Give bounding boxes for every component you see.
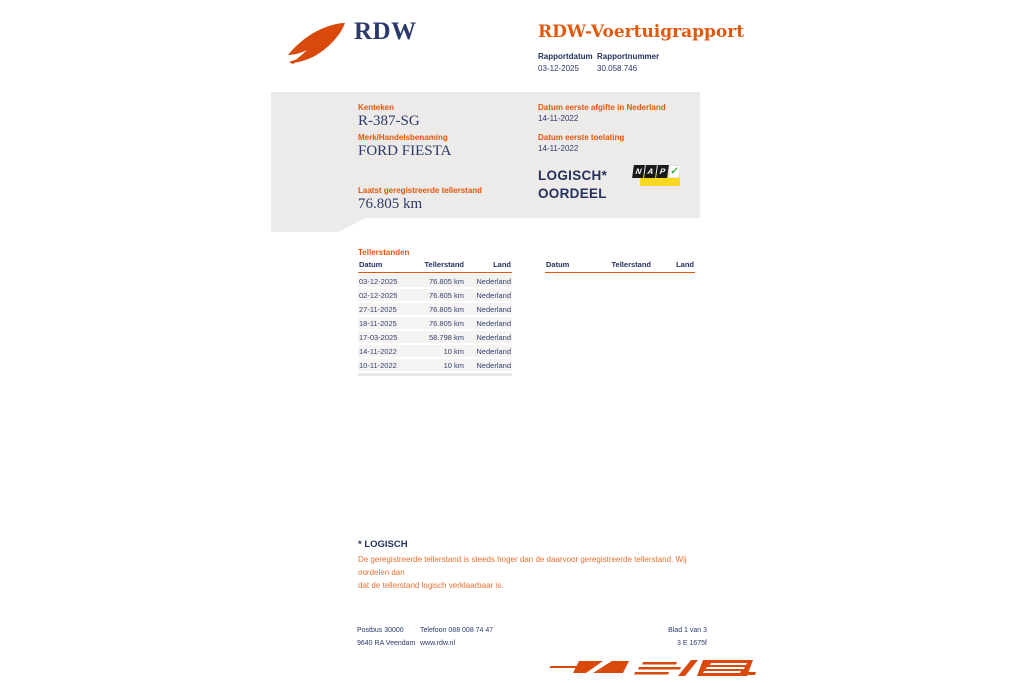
merk-label: Merk/Handelsbenaming xyxy=(358,133,448,142)
summary-panel-tab xyxy=(271,218,365,232)
footer-address xyxy=(357,624,415,650)
cell-datum: 17-03-2025 xyxy=(359,333,398,342)
table-row xyxy=(358,275,512,287)
note-title: * LOGISCH xyxy=(358,539,408,550)
report-number-value: 30.058.746 xyxy=(597,64,638,73)
rdw-wing-logo-icon xyxy=(286,22,348,64)
odometer-table2-header xyxy=(545,260,695,273)
page-title: RDW-Voertuigrapport xyxy=(538,22,745,42)
footer-address-line2: 9640 RA Veendam xyxy=(357,640,416,647)
cell-land: Nederland xyxy=(476,347,511,356)
cell-land: Nederland xyxy=(476,361,511,370)
footer-speed-stripes-graphic xyxy=(545,655,757,681)
rdw-logo-text: RDW xyxy=(354,18,417,45)
cell-tellerstand: 76.805 km xyxy=(428,291,464,300)
tellerstand-value: 76.805 km xyxy=(358,196,423,212)
footer-contact xyxy=(420,624,493,650)
table-row xyxy=(358,345,512,357)
note-body xyxy=(358,553,718,592)
afgifte-value: 14-11-2022 xyxy=(538,114,579,123)
table-row xyxy=(358,303,512,315)
cell-datum: 18-11-2025 xyxy=(359,319,397,328)
odometer-table-empty xyxy=(545,260,695,273)
footer-page-number: Blad 1 van 3 xyxy=(668,627,707,634)
merk-value: FORD FIESTA xyxy=(358,143,452,159)
cell-land: Nederland xyxy=(476,291,511,300)
oordeel-line2: OORDEEL xyxy=(538,186,607,201)
footer-form-code: 3 E 1675f xyxy=(677,640,707,647)
report-number-label: Rapportnummer xyxy=(597,52,660,61)
report-date-label: Rapportdatum xyxy=(538,52,593,61)
check-icon: ✓ xyxy=(669,166,680,177)
nap-letter-a: A xyxy=(644,165,657,178)
odometer-table-header xyxy=(358,260,512,273)
col-header-tellerstand: Tellerstand xyxy=(611,260,651,269)
table-row xyxy=(358,289,512,301)
table-row xyxy=(358,317,512,329)
col-header-tellerstand: Tellerstand xyxy=(424,260,464,269)
footer-website: www.rdw.nl xyxy=(420,640,456,647)
col-header-datum: Datum xyxy=(546,260,570,269)
footer-address-line1: Postbus 30000 xyxy=(357,627,404,634)
footer-page-info xyxy=(600,624,707,650)
toelating-label: Datum eerste toelating xyxy=(538,133,625,142)
note-line1: De geregistreerde tellerstand is steeds hoger dan de daarvoor geregistreerde tellerstand. Wij oordelen dan xyxy=(358,555,687,577)
nap-letter-n: N xyxy=(632,165,645,178)
nap-logo xyxy=(633,165,683,189)
cell-land: Nederland xyxy=(476,319,511,328)
table-bottom-bar xyxy=(358,373,512,376)
cell-datum: 02-12-2025 xyxy=(359,291,398,300)
toelating-value: 14-11-2022 xyxy=(538,144,579,153)
odometer-table xyxy=(358,260,512,376)
kenteken-label: Kenteken xyxy=(358,103,395,112)
oordeel-line1: LOGISCH* xyxy=(538,168,608,183)
cell-land: Nederland xyxy=(476,277,511,286)
note-line2: dat de tellerstand logisch verklaarbaar is. xyxy=(358,581,504,590)
cell-datum: 03-12-2025 xyxy=(359,277,398,286)
kenteken-value: R-387-SG xyxy=(358,113,420,129)
nap-letter-boxes xyxy=(632,165,681,178)
cell-datum: 27-11-2025 xyxy=(359,305,397,314)
tellerstand-label: Laatst geregistreerde tellerstand xyxy=(358,186,483,195)
cell-tellerstand: 76.805 km xyxy=(428,277,464,286)
cell-datum: 14-11-2022 xyxy=(359,347,397,356)
col-header-land: Land xyxy=(676,260,694,269)
afgifte-label: Datum eerste afgifte in Nederland xyxy=(538,103,666,112)
cell-tellerstand: 10 km xyxy=(443,361,464,370)
cell-tellerstand: 58.798 km xyxy=(428,333,464,342)
col-header-land: Land xyxy=(493,260,511,269)
report-date-value: 03-12-2025 xyxy=(538,64,579,73)
footer-phone: Telefoon 088 008 74 47 xyxy=(420,627,494,634)
tellerstanden-title: Tellerstanden xyxy=(358,248,410,257)
cell-datum: 10-11-2022 xyxy=(359,361,397,370)
cell-land: Nederland xyxy=(476,333,511,342)
table-row xyxy=(358,331,512,343)
oordeel-text xyxy=(538,167,607,203)
cell-tellerstand: 76.805 km xyxy=(428,305,464,314)
nap-letter-p: P xyxy=(656,165,669,178)
table-row xyxy=(358,359,512,371)
col-header-datum: Datum xyxy=(359,260,383,269)
cell-tellerstand: 76.805 km xyxy=(428,319,464,328)
cell-tellerstand: 10 km xyxy=(443,347,464,356)
cell-land: Nederland xyxy=(476,305,511,314)
